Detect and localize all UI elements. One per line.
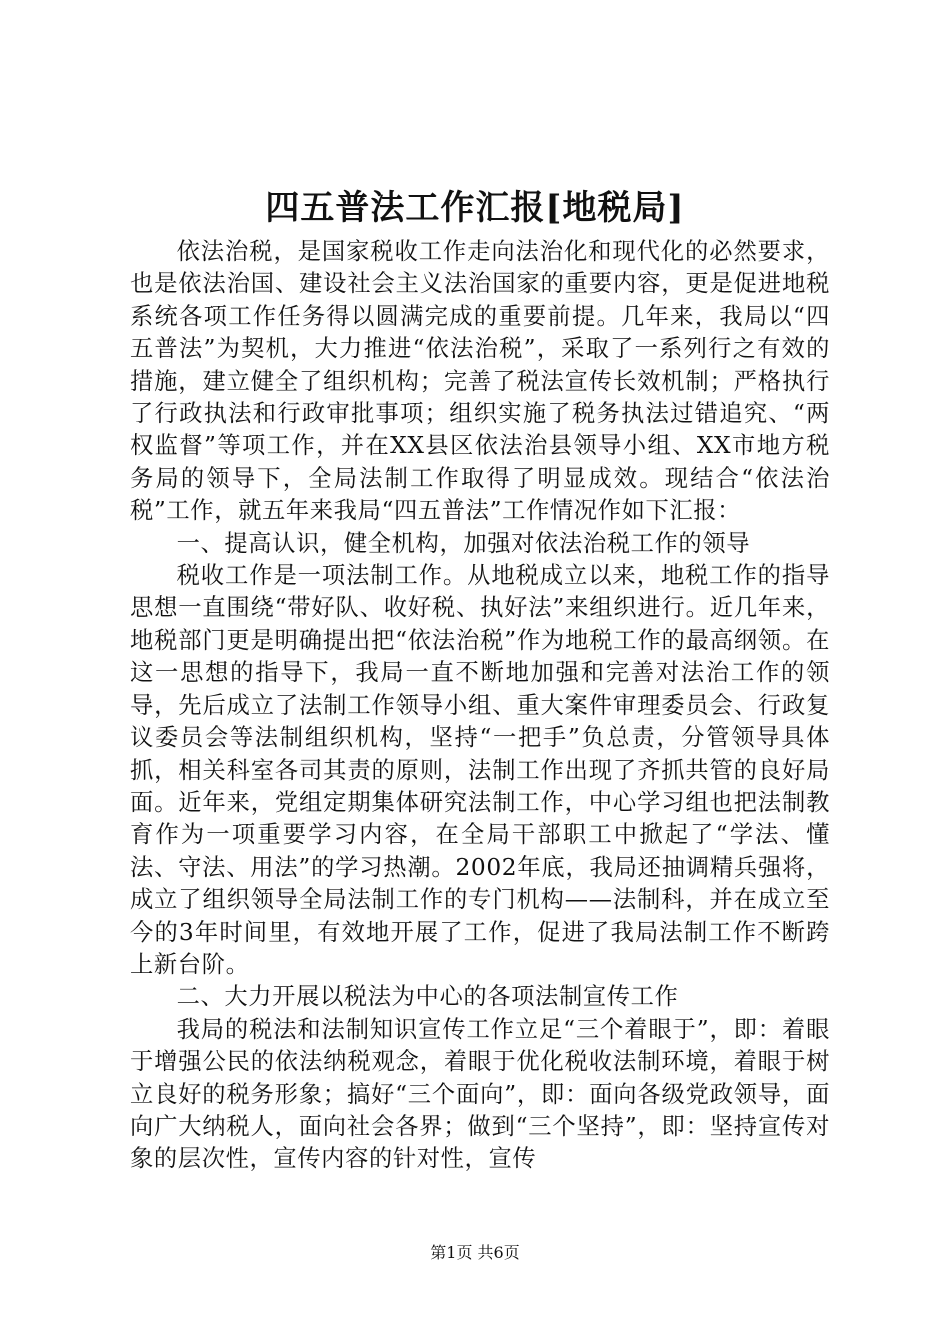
intro-paragraph: 依法治税，是国家税收工作走向法治化和现代化的必然要求，也是依法治国、建设社会主义法治国家的重要内容，更是促进地税系统各项工作任务得以圆满完成的重要前提。几年来，我局以“四五普法”为契机，大力推进“依法治税”，采取了一系列行之有效的措施，建立健全了组织机构；完善了税法宣传长效机制；严格执行了行政执法和行政审批事项；组织实施了税务执法过错追究、“两权监督”等项工作，并在XX县区依法治县领导小组、XX市地方税务局的领导下，全局法制工作取得了明显成效。现结合“依法治税”工作，就五年来我局“四五普法”工作情况作如下汇报： (130, 238, 830, 525)
section-2-paragraph: 我局的税法和法制知识宣传工作立足“三个着眼于”，即：着眼于增强公民的依法纳税观念，着眼于优化税收法制环境，着眼于树立良好的税务形象；搞好“三个面向”，即：面向各级党政领导，面向广大纳税人，面向社会各界；做到“三个坚持”，即：坚持宣传对象的层次性，宣传内容的针对性，宣传 (130, 1015, 830, 1173)
document-title: 四五普法工作汇报[地税局] (265, 188, 685, 228)
section-heading-2: 二、大力开展以税法为中心的各项法制宣传工作 (176, 983, 679, 1011)
document-body (130, 236, 830, 1176)
section-1-paragraph: 税收工作是一项法制工作。从地税成立以来，地税工作的指导思想一直围绕“带好队、收好税、执好法”来组织进行。近几年来，地税部门更是明确提出把“依法治税”作为地税工作的最高纲领。在这一思想的指导下，我局一直不断地加强和完善对法治工作的领导，先后成立了法制工作领导小组、重大案件审理委员会、行政复议委员会等法制组织机构，坚持“一把手”负总责，分管领导具体抓，相关科室各司其责的原则，法制工作出现了齐抓共管的良好局面。近年来，党组定期集体研究法制工作，中心学习组也把法制教育作为一项重要学习内容，在全局干部职工中掀起了“学法、懂法、守法、用法”的学习热潮。2002年底，我局还抽调精兵强将，成立了组织领导全局法制工作的专门机构——法制科，并在成立至今的3年时间里，有效地开展了工作，促进了我局法制工作不断跨上新台阶。 (130, 562, 830, 978)
page-footer: 第1页 共6页 (430, 1243, 520, 1262)
section-heading-1: 一、提高认识，健全机构，加强对依法治税工作的领导 (176, 529, 751, 557)
